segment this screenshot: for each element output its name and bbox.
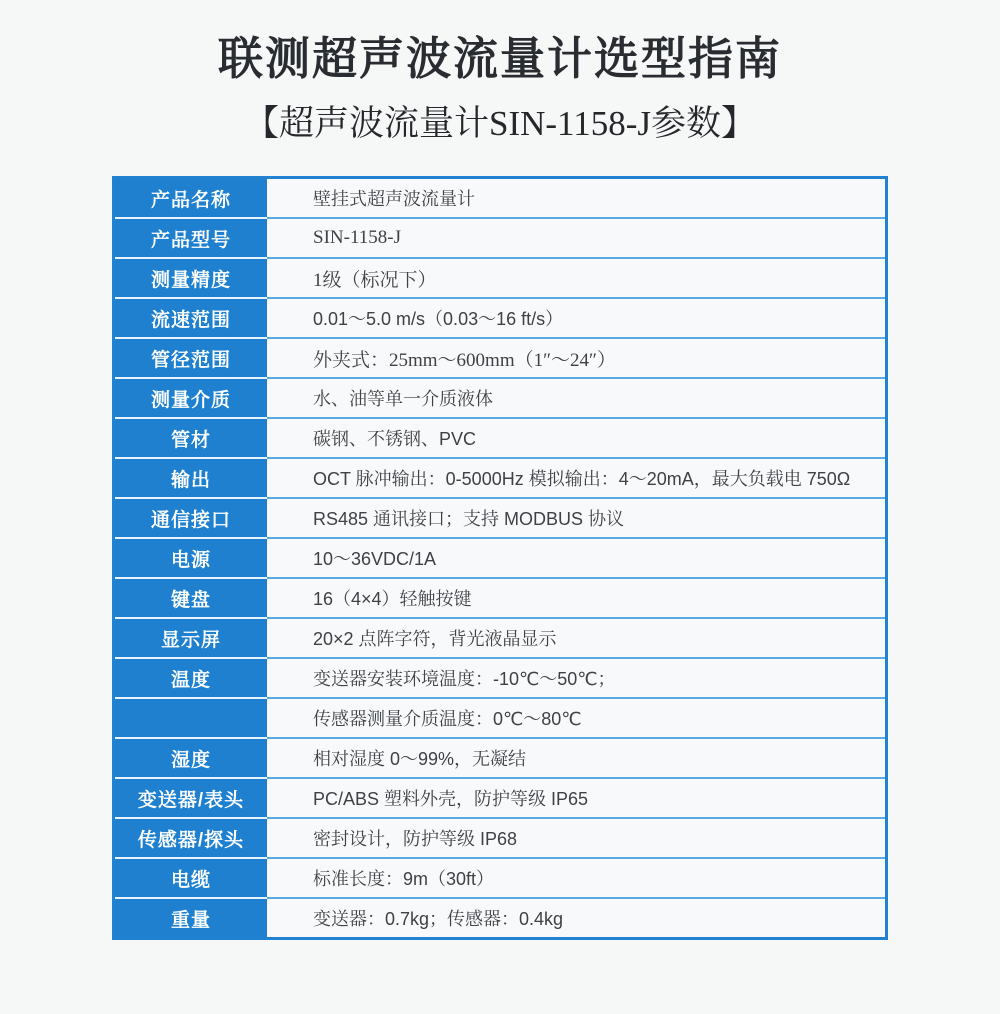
- spec-value: 20×2 点阵字符，背光液晶显示: [267, 619, 885, 659]
- spec-value: 密封设计，防护等级 IP68: [267, 819, 885, 859]
- spec-label: 管径范围: [115, 339, 267, 379]
- table-row-pipe-material: [115, 419, 885, 459]
- spec-value: 变送器安装环境温度：-10℃～50℃；: [267, 659, 885, 699]
- spec-value: 标准长度：9m（30ft）: [267, 859, 885, 899]
- spec-label: 测量精度: [115, 259, 267, 299]
- spec-label-empty: [115, 699, 267, 739]
- spec-label: 通信接口: [115, 499, 267, 539]
- table-row-sensor-probe: [115, 819, 885, 859]
- spec-value: 碳钢、不锈钢、PVC: [267, 419, 885, 459]
- spec-value: 10～36VDC/1A: [267, 539, 885, 579]
- spec-label: 温度: [115, 659, 267, 699]
- table-row-pipe-diameter: [115, 339, 885, 379]
- spec-value: SIN-1158-J: [267, 219, 885, 259]
- table-row-keypad: [115, 579, 885, 619]
- spec-label: 流速范围: [115, 299, 267, 339]
- table-row-medium: [115, 379, 885, 419]
- spec-label: 输出: [115, 459, 267, 499]
- table-row-velocity-range: [115, 299, 885, 339]
- spec-value: 传感器测量介质温度：0℃～80℃: [267, 699, 885, 739]
- spec-value: RS485 通讯接口；支持 MODBUS 协议: [267, 499, 885, 539]
- spec-label: 测量介质: [115, 379, 267, 419]
- spec-value: 0.01～5.0 m/s（0.03～16 ft/s）: [267, 299, 885, 339]
- spec-label: 变送器/表头: [115, 779, 267, 819]
- spec-value: 外夹式：25mm～600mm（1″～24″）: [267, 339, 885, 379]
- spec-label: 湿度: [115, 739, 267, 779]
- spec-label: 产品型号: [115, 219, 267, 259]
- spec-value: 1级（标况下）: [267, 259, 885, 299]
- spec-value: PC/ABS 塑料外壳，防护等级 IP65: [267, 779, 885, 819]
- page-subtitle: 【超声波流量计SIN-1158-J参数】: [243, 104, 757, 143]
- table-row-humidity: [115, 739, 885, 779]
- table-row-weight: [115, 899, 885, 937]
- spec-label: 传感器/探头: [115, 819, 267, 859]
- table-row-temperature-sensor: [115, 699, 885, 739]
- spec-label: 管材: [115, 419, 267, 459]
- table-row-power: [115, 539, 885, 579]
- table-row-product-model: [115, 219, 885, 259]
- table-row-product-name: [115, 179, 885, 219]
- spec-label: 显示屏: [115, 619, 267, 659]
- table-row-temperature: [115, 659, 885, 699]
- spec-value: 16（4×4）轻触按键: [267, 579, 885, 619]
- table-row-display: [115, 619, 885, 659]
- table-row-output: [115, 459, 885, 499]
- spec-label: 产品名称: [115, 179, 267, 219]
- page-title: 联测超声波流量计选型指南: [217, 33, 782, 84]
- spec-value: OCT 脉冲输出：0-5000Hz 模拟输出：4～20mA，最大负载电 750Ω: [267, 459, 885, 499]
- spec-label: 电源: [115, 539, 267, 579]
- spec-value: 相对湿度 0～99%，无凝结: [267, 739, 885, 779]
- spec-label: 电缆: [115, 859, 267, 899]
- spec-label: 键盘: [115, 579, 267, 619]
- spec-value: 壁挂式超声波流量计: [267, 179, 885, 219]
- table-row-accuracy: [115, 259, 885, 299]
- table-row-comm-interface: [115, 499, 885, 539]
- table-row-cable: [115, 859, 885, 899]
- table-row-transmitter: [115, 779, 885, 819]
- spec-table: [112, 176, 888, 940]
- spec-value: 变送器：0.7kg；传感器：0.4kg: [267, 899, 885, 937]
- spec-value: 水、油等单一介质液体: [267, 379, 885, 419]
- spec-label: 重量: [115, 899, 267, 937]
